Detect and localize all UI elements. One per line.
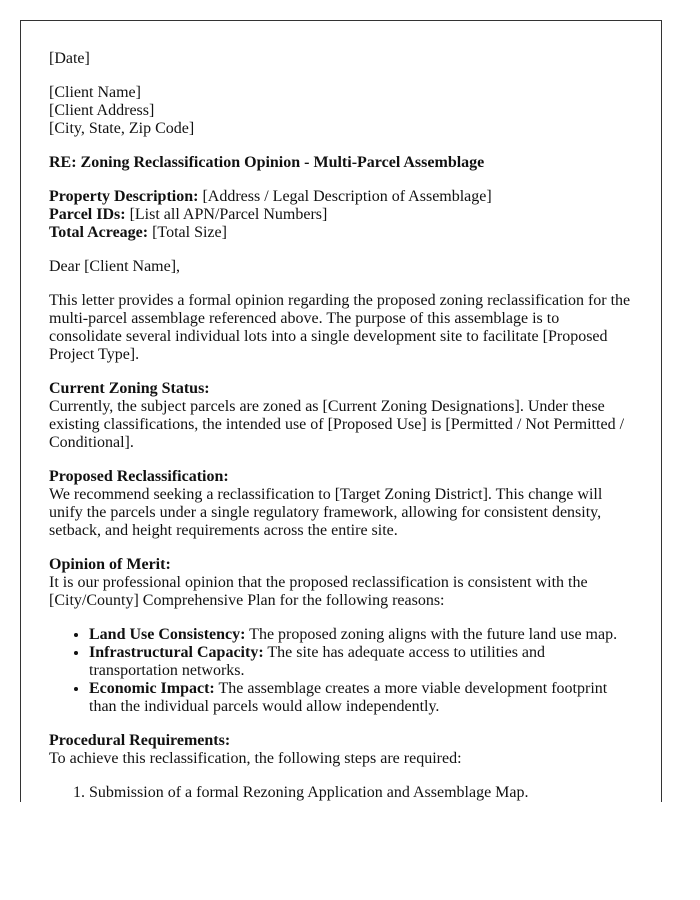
client-city-state-zip: [City, State, Zip Code] — [49, 120, 195, 137]
parcel-ids-value: [List all APN/Parcel Numbers] — [125, 206, 328, 223]
recipient-block — [49, 84, 634, 138]
list-item: • Infrastructural Capacity: The site has adequate access to utilities and transportation networks. — [89, 644, 634, 680]
list-item: • Land Use Consistency: The proposed zoning aligns with the future land use map. — [89, 626, 634, 644]
section-heading: Procedural Requirements: — [49, 732, 231, 749]
property-details — [49, 188, 634, 242]
opinion-of-merit-section — [49, 556, 634, 610]
total-acreage-value: [Total Size] — [148, 224, 227, 241]
intro-paragraph: This letter provides a formal opinion regarding the proposed zoning reclassification for the multi-parcel assemblage referenced above. The purpose of this assemblage is to consolidate several individual lots into a single development site to facilitate [Proposed Project Type]. — [49, 292, 631, 363]
date: [Date] — [49, 50, 90, 67]
property-description-label: Property Description: — [49, 188, 199, 205]
section-heading: Opinion of Merit: — [49, 556, 171, 573]
procedural-steps-list — [49, 784, 634, 802]
client-address: [Client Address] — [49, 102, 155, 119]
section-heading: Proposed Reclassification: — [49, 468, 229, 485]
parcel-ids-label: Parcel IDs: — [49, 206, 126, 223]
subject-line: RE: Zoning Reclassification Opinion - Multi-Parcel Assemblage — [49, 154, 485, 171]
total-acreage-label: Total Acreage: — [49, 224, 149, 241]
procedural-requirements-section — [49, 732, 634, 768]
merit-reasons-list — [49, 626, 634, 716]
list-item: 1. Submission of a formal Rezoning Application and Assemblage Map. — [89, 784, 634, 802]
section-body: To achieve this reclassification, the following steps are required: — [49, 750, 462, 767]
client-name: [Client Name] — [49, 84, 141, 101]
list-item: • Economic Impact: The assemblage creates a more viable development footprint than the individual parcels would allow independently. — [89, 680, 634, 716]
salutation: Dear [Client Name], — [49, 258, 181, 275]
section-body: It is our professional opinion that the proposed reclassification is consistent with the [City/County] Comprehensive Plan for the following reasons: — [49, 574, 588, 609]
section-heading: Current Zoning Status: — [49, 380, 210, 397]
current-zoning-section — [49, 380, 634, 452]
proposed-reclassification-section — [49, 468, 634, 540]
section-body: Currently, the subject parcels are zoned as [Current Zoning Designations]. Under these existing classifications, the intended use of [Proposed Use] is [Permitted / Not Permitted / Conditional]. — [49, 398, 625, 451]
letter-page — [20, 20, 662, 802]
section-body: We recommend seeking a reclassification to [Target Zoning District]. This change will unify the parcels under a single regulatory framework, allowing for consistent density, setback, and height requirements across the entire site. — [49, 486, 603, 539]
property-description-value: [Address / Legal Description of Assemblage] — [198, 188, 492, 205]
